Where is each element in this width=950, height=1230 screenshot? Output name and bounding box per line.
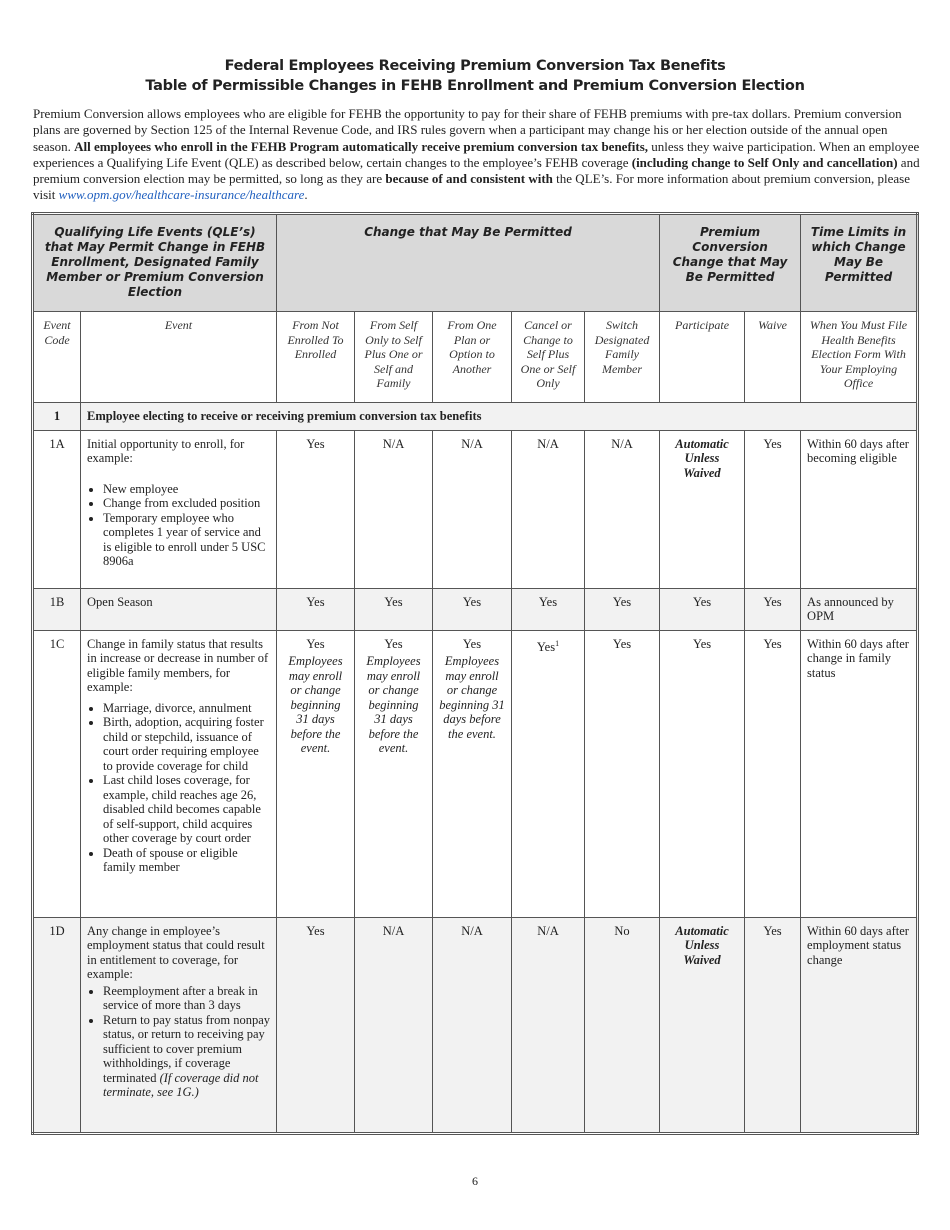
intro-bold: All employees who enroll in the FEHB Program automatically receive premium conversion tax benefits, <box>74 138 649 154</box>
event-text: Initial opportunity to enroll, for example: <box>87 436 245 465</box>
group-header-premium: Premium Conversion Change that May Be Permitted <box>660 214 801 312</box>
opm-link[interactable]: www.opm.gov/healthcare-insurance/healthcare <box>58 187 305 203</box>
table-row <box>33 430 918 588</box>
cell: N/A <box>355 430 433 588</box>
table-row <box>33 917 918 1133</box>
cell: Yes <box>585 630 660 917</box>
permissible-changes-table <box>31 212 919 1135</box>
cell: N/A <box>355 917 433 1133</box>
time-limit-cell: As announced by OPM <box>801 588 918 630</box>
time-limit-cell: Within 60 days after becoming eligible <box>801 430 918 588</box>
event-cell <box>81 430 277 588</box>
section-code: 1 <box>33 403 81 431</box>
cell <box>512 630 585 917</box>
cell-note: Employees may enroll or change beginning 31 days before the event. <box>288 654 343 755</box>
event-bullet <box>103 1013 270 1100</box>
col-header: Event <box>81 312 277 403</box>
cell: N/A <box>585 430 660 588</box>
intro-bold: because of and consistent with <box>385 171 553 187</box>
group-header-change: Change that May Be Permitted <box>277 214 660 312</box>
table-row <box>33 630 918 917</box>
intro-text: and premium conversion election may be permitted, so long as they are <box>33 154 920 187</box>
waive-cell: Yes <box>745 917 801 1133</box>
event-bullet: • Reemployment after a break in service of more than 3 days <box>103 984 270 1013</box>
col-header: From Self Only to Self Plus One or Self and Family <box>355 312 433 403</box>
title-line-1: Federal Employees Receiving Premium Conversion Tax Benefits <box>224 58 726 74</box>
event-text: Change in family status that results in increase or decrease in number of eligible family members, for example: <box>87 636 269 694</box>
section-row <box>33 403 918 431</box>
intro-paragraph <box>33 106 923 204</box>
intro-text: unless they waive participation. When an employee experiences a Qualifying Life Event (QLE) as described below, certain changes to the employee’s FEHB coverage <box>33 138 920 170</box>
col-header: Event Code <box>33 312 81 403</box>
document-title <box>0 56 950 96</box>
cell: N/A <box>512 430 585 588</box>
event-bullet: • Birth, adoption, acquiring foster child or stepchild, issuance of court order requiring employee to provide coverage for child <box>103 715 270 773</box>
cell: Yes <box>355 588 433 630</box>
time-limit-cell: Within 60 days after change in family status <box>801 630 918 917</box>
title-line-2: Table of Permissible Changes in FEHB Enrollment and Premium Conversion Election <box>145 78 805 94</box>
event-text: Open Season <box>81 588 277 630</box>
col-header: From Not Enrolled To Enrolled <box>277 312 355 403</box>
event-cell <box>81 917 277 1133</box>
cell-value: Yes <box>536 639 556 654</box>
event-code: 1A <box>33 430 81 588</box>
event-bullet: • Death of spouse or eligible family member <box>103 846 270 875</box>
cell: N/A <box>433 917 512 1133</box>
intro-bold: (including change to Self Only and cancellation) <box>631 154 898 170</box>
event-text: Any change in employee’s employment status that could result in entitlement to coverage, for example: <box>87 923 265 981</box>
cell: Yes <box>585 588 660 630</box>
cell-note: Employees may enroll or change beginning 31 days before the event. <box>366 654 421 755</box>
intro-text: the QLE’s. For more information about premium conversion, please visit <box>33 171 910 203</box>
cell: N/A <box>433 430 512 588</box>
cell-value: Yes <box>306 636 325 651</box>
participate-cell: Yes <box>660 588 745 630</box>
event-bullet: • Last child loses coverage, for example, child reaches age 26, disabled child becomes capable of self-support, child acquires other coverage by court order <box>103 773 270 846</box>
cell: Yes <box>277 917 355 1133</box>
event-cell <box>81 630 277 917</box>
col-header: Waive <box>745 312 801 403</box>
cell: Yes <box>512 588 585 630</box>
footnote-marker: 1 <box>555 638 560 648</box>
cell-note: Employees may enroll or change beginning 31 days before the event. <box>439 654 505 741</box>
page-number: 6 <box>472 1174 478 1188</box>
event-code: 1D <box>33 917 81 1133</box>
cell: Yes <box>277 588 355 630</box>
col-header: When You Must File Health Benefits Election Form With Your Employing Office <box>801 312 918 403</box>
col-header: Switch Designated Family Member <box>585 312 660 403</box>
group-header-qle: Qualifying Life Events (QLE’s) that May Permit Change in FEHB Enrollment, Designated Family Member or Premium Conversion Election <box>33 214 277 312</box>
waive-cell: Yes <box>745 630 801 917</box>
participate-cell: Automatic Unless Waived <box>660 917 745 1133</box>
cell: N/A <box>512 917 585 1133</box>
cell-value: Yes <box>384 636 403 651</box>
intro-text: Premium Conversion allows employees who are eligible for FEHB the opportunity to pay for their share of FEHB premiums with pre-tax dollars. Premium conversion plans are governed by Section 125 of the Internal Revenue Code, and IRS rules govern when a participant may change his or her election outside of the annual open season. <box>33 106 902 154</box>
group-header-time: Time Limits in which Change May Be Permitted <box>801 214 918 312</box>
event-bullet: • Change from excluded position <box>103 496 270 511</box>
event-code: 1B <box>33 588 81 630</box>
cell: No <box>585 917 660 1133</box>
cell <box>433 630 512 917</box>
cell <box>355 630 433 917</box>
event-bullet: • Temporary employee who completes 1 year of service and is eligible to enroll under 5 USC 8906a <box>103 511 270 569</box>
intro-text: . <box>304 187 308 203</box>
col-header: Participate <box>660 312 745 403</box>
col-header: From One Plan or Option to Another <box>433 312 512 403</box>
event-code: 1C <box>33 630 81 917</box>
table-row <box>33 588 918 630</box>
event-bullet-text: Return to pay status from nonpay status, or return to receiving pay sufficient to cover premium withholdings, if coverage terminated <box>103 1012 270 1085</box>
cell-value: Yes <box>462 636 482 651</box>
time-limit-cell: Within 60 days after employment status change <box>801 917 918 1133</box>
cell <box>277 630 355 917</box>
event-bullet-note: (If coverage did not terminate, see 1G.) <box>103 1070 259 1099</box>
cell: Yes <box>277 430 355 588</box>
waive-cell: Yes <box>745 430 801 588</box>
event-bullet: • Marriage, divorce, annulment <box>103 701 270 716</box>
event-bullet: • New employee <box>103 482 270 497</box>
cell: Yes <box>433 588 512 630</box>
section-label: Employee electing to receive or receiving premium conversion tax benefits <box>81 403 918 431</box>
participate-cell: Yes <box>660 630 745 917</box>
waive-cell: Yes <box>745 588 801 630</box>
col-header: Cancel or Change to Self Plus One or Self Only <box>512 312 585 403</box>
participate-cell: Automatic Unless Waived <box>660 430 745 588</box>
